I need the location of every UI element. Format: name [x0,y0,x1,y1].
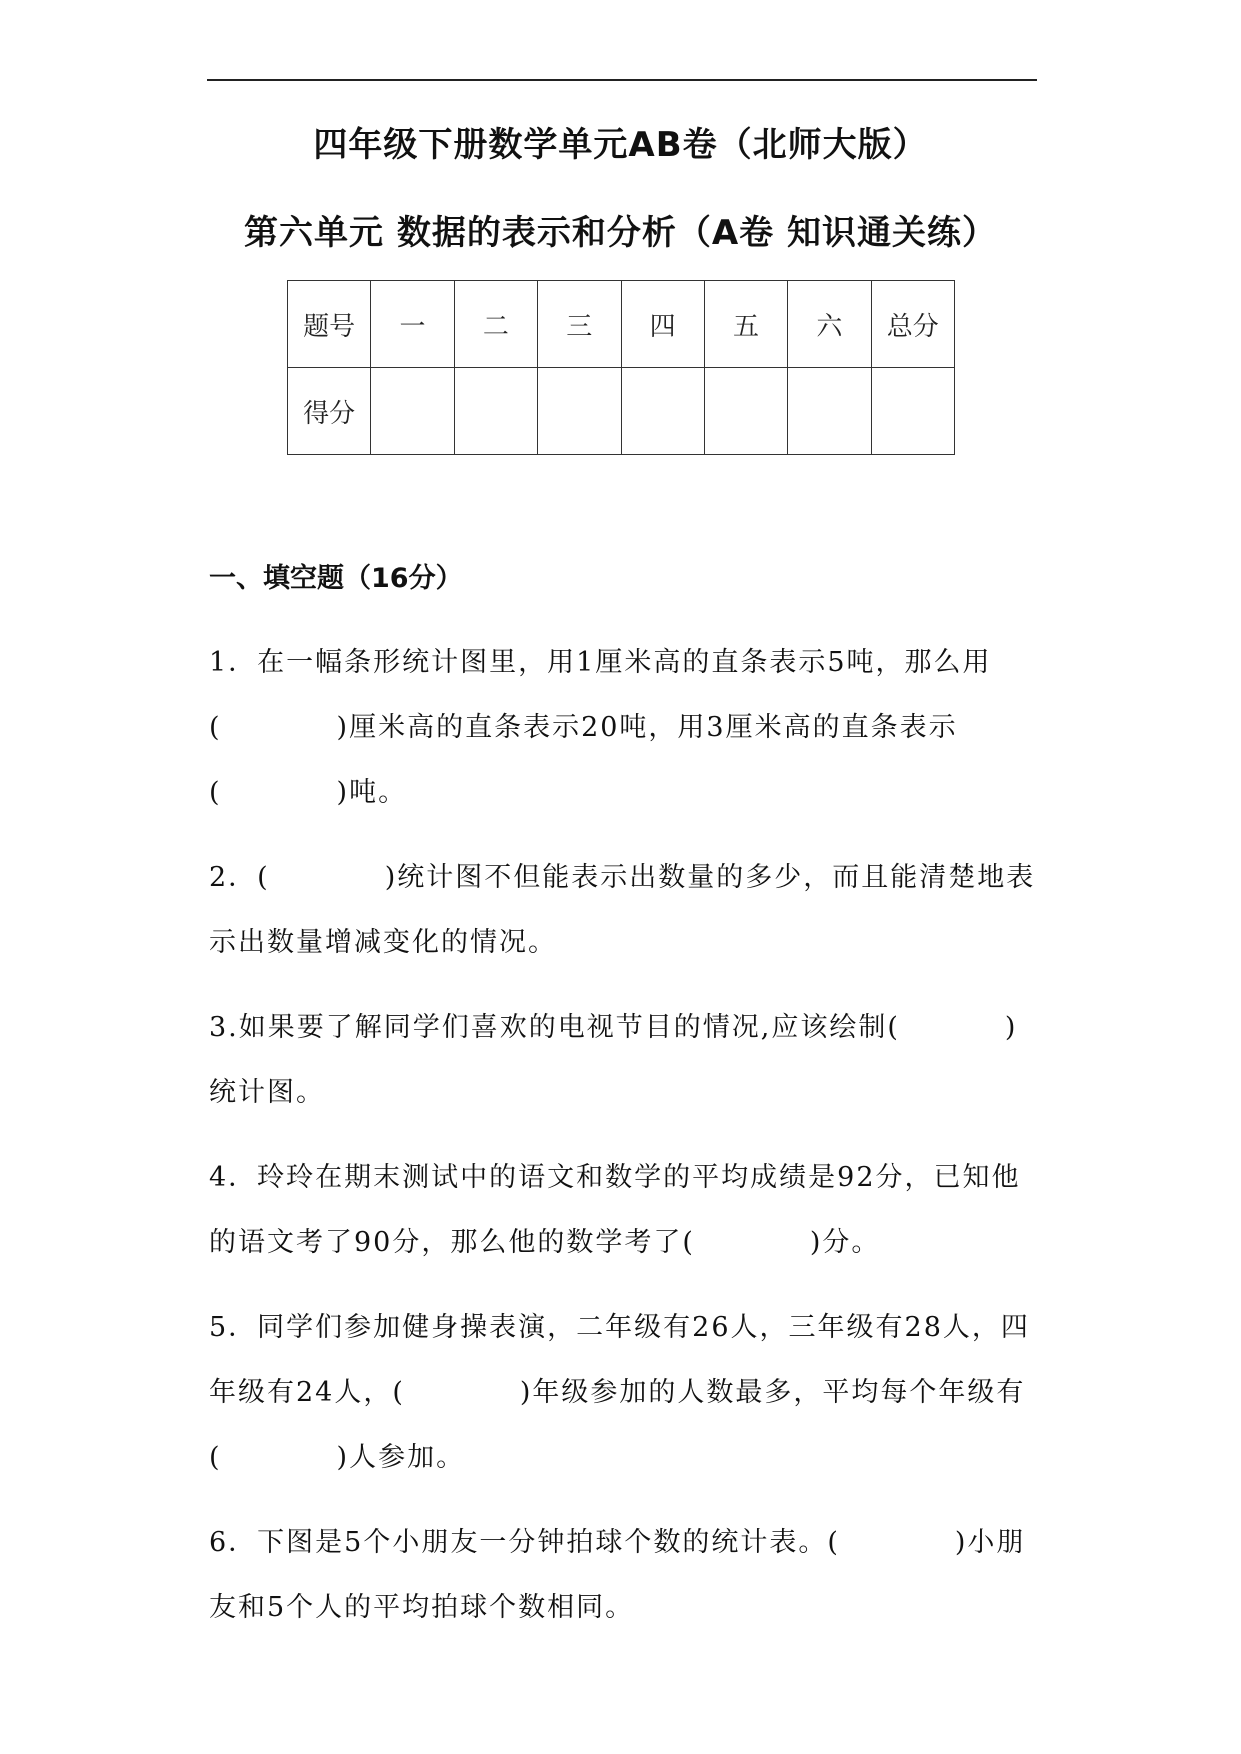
question-text: )厘米高的直条表示20吨，用3厘米高的直条表示 [336,712,958,743]
header-rule [207,79,1037,81]
score-table-column-6: 六 [788,281,871,368]
bracket-open: ( [209,712,222,743]
bracket-open: ( [209,1442,222,1473]
score-table-column-total: 总分 [871,281,954,368]
score-table-column-1: 一 [371,281,454,368]
question-text: )统计图不但能表示出数量的多少，而且能清楚地表 [384,862,1036,893]
score-table-column-4: 四 [621,281,704,368]
question-text: )年级参加的人数最多，平均每个年级有 [519,1377,1026,1408]
question-5-line-2 [209,1370,1025,1409]
score-table-score-row [288,368,955,455]
question-1-line-1: 1．在一幅条形统计图里，用1厘米高的直条表示5吨，那么用 [209,647,992,678]
question-text: 6．下图是5个小朋友一分钟拍球个数的统计表。( [209,1527,840,1558]
question-text: )吨。 [336,777,408,808]
score-table-row-label: 得分 [288,368,371,455]
bracket-close: ) [1004,1012,1018,1043]
exam-subtitle: 第六单元 数据的表示和分析（A卷 知识通关练） [244,213,997,253]
question-text: 3.如果要了解同学们喜欢的电视节目的情况,应该绘制( [209,1012,900,1043]
score-cell[interactable] [621,368,704,455]
score-cell[interactable] [704,368,787,455]
score-table-header-row [288,281,955,368]
question-3-line-2: 统计图。 [209,1077,325,1108]
question-text: 2．( [209,862,270,893]
score-table-row-label: 题号 [288,281,371,368]
score-cell[interactable] [871,368,954,455]
score-table-column-3: 三 [538,281,621,368]
question-5-line-3 [209,1435,465,1474]
bracket-open: ( [209,777,222,808]
question-6-line-2: 友和5个人的平均拍球个数相同。 [209,1592,635,1623]
question-4-line-1: 4．玲玲在期末测试中的语文和数学的平均成绩是92分，已知他 [209,1162,1021,1193]
question-text: 年级有24人，( [209,1377,405,1408]
score-cell[interactable] [538,368,621,455]
question-5-line-1: 5．同学们参加健身操表演，二年级有26人，三年级有28人，四 [209,1312,1030,1343]
section-heading: 一、填空题（16分） [209,563,463,594]
question-1-line-2 [209,705,958,744]
score-cell[interactable] [371,368,454,455]
question-text: 的语文考了90分，那么他的数学考了( [209,1227,695,1258]
score-table [287,280,955,455]
score-cell[interactable] [788,368,871,455]
exam-title: 四年级下册数学单元AB卷（北师大版） [313,125,928,165]
score-table-column-5: 五 [704,281,787,368]
question-text: )分。 [809,1227,881,1258]
question-3-line-1 [209,1005,1017,1044]
question-6-line-1 [209,1520,1025,1559]
question-text: )人参加。 [336,1442,466,1473]
question-2-line-2: 示出数量增减变化的情况。 [209,927,557,958]
question-4-line-2 [209,1220,880,1259]
question-text: )小朋 [954,1527,1026,1558]
question-1-line-3 [209,770,407,809]
question-2-line-1 [209,855,1035,894]
score-table-column-2: 二 [454,281,537,368]
score-cell[interactable] [454,368,537,455]
